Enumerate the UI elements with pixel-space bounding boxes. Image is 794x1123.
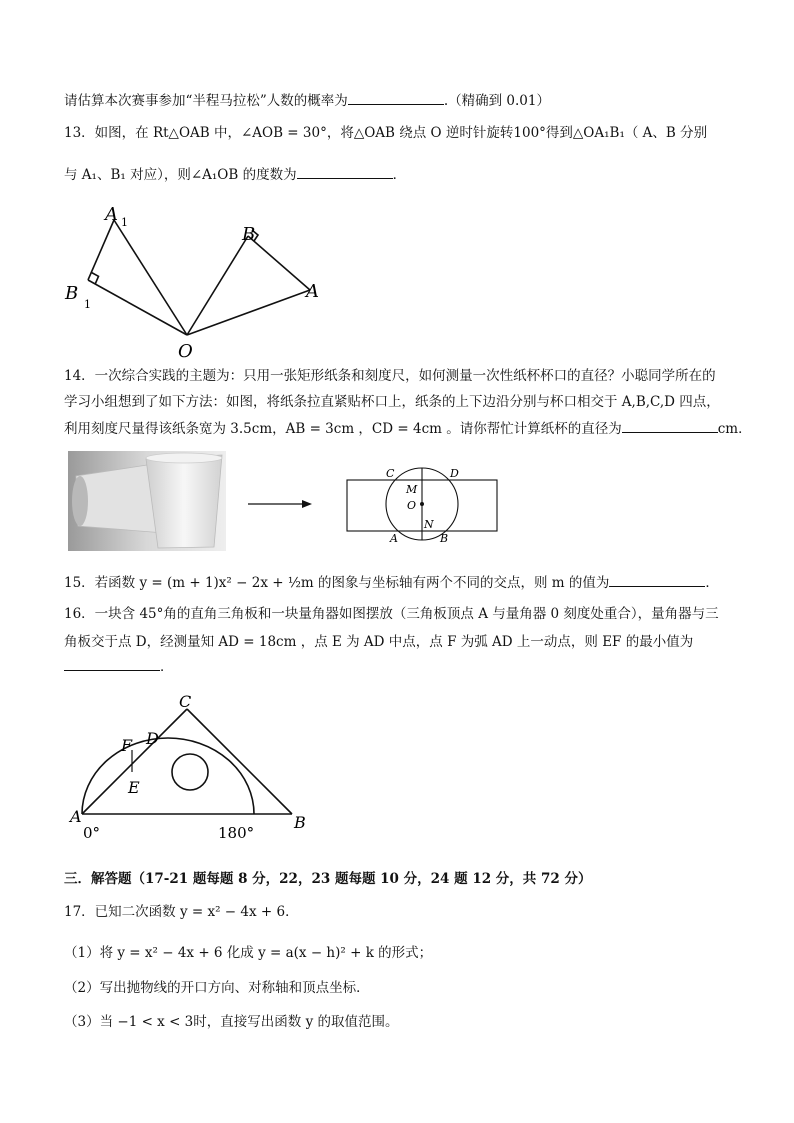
label-E: E [128, 778, 140, 797]
label-zero-degree: 0° [83, 824, 101, 842]
q15-text-before: 15．若函数 y = (m + 1)x² − 2x + ½m 的图象与坐标轴有两个不同的交点，则 m 的值为 [64, 575, 610, 591]
q12-text-before: 请估算本次赛事参加“半程马拉松”人数的概率为 [64, 93, 348, 109]
label-B: B [294, 813, 306, 832]
lying-cup-mouth [72, 476, 88, 526]
label-A: A [390, 532, 398, 545]
q14-text-after: cm． [717, 421, 752, 437]
standing-cup-rim [146, 453, 222, 463]
label-O: O [178, 341, 193, 362]
label-O: O [407, 499, 417, 512]
label-A1: A [105, 204, 118, 225]
segment-CB [187, 709, 292, 814]
q16-answer-blank[interactable] [64, 656, 160, 671]
label-N: N [424, 518, 434, 531]
section-3-title: 三．解答题（17-21 题每题 8 分，22，23 题每题 10 分，24 题 12 分，共 72 分） [64, 871, 592, 887]
label-M: M [406, 483, 418, 496]
label-B: B [440, 532, 449, 545]
segment-B1O [88, 280, 187, 335]
q15-text-after: ． [705, 575, 719, 591]
q12-answer-line [64, 90, 550, 111]
q17-part-1: （1）将 y = x² − 4x + 6 化成 y = a(x − h)² + k 的形式； [64, 945, 433, 961]
q14-figure [340, 462, 510, 550]
q16-line-1: 16．一块含 45°角的直角三角板和一块量角器如图摆放（三角板顶点 A 与量角器 0 刻度处重合），量角器与三 [64, 606, 719, 622]
q16-text-after: ． [160, 659, 174, 675]
q16-line-2: 角板交于点 D，经测量知 AD = 18cm ，点 E 为 AD 中点，点 F 为弧 AD 上一动点，则 EF 的最小值为 [64, 634, 694, 650]
right-arrow-icon [244, 496, 316, 512]
q14-line-3 [64, 418, 752, 439]
label-B1: B [65, 283, 79, 304]
q13-answer-blank[interactable] [297, 164, 393, 179]
q12-answer-blank[interactable] [348, 90, 444, 105]
segment-AO [187, 290, 310, 335]
paper-cup-photo [68, 451, 226, 551]
q16-line-3 [64, 656, 174, 677]
label-C: C [179, 692, 192, 711]
q13-line-1: 13．如图，在 Rt△OAB 中，∠AOB = 30°，将△OAB 绕点 O 逆时针旋转100°得到△OA₁B₁（ A、B 分别 [64, 125, 708, 141]
q13-line-2 [64, 164, 406, 185]
segment-AC [82, 709, 187, 814]
label-D: D [450, 467, 459, 480]
label-A: A [306, 281, 319, 302]
label-F: F [121, 736, 133, 755]
q17-stem: 17．已知二次函数 y = x² − 4x + 6． [64, 904, 299, 920]
label-180-degree: 180° [218, 824, 255, 842]
q17-part-2: （2）写出抛物线的开口方向、对称轴和顶点坐标． [64, 980, 370, 996]
q13-figure [60, 198, 340, 363]
segment-BA [248, 236, 310, 290]
label-A1-subscript: 1 [121, 216, 128, 229]
label-A: A [70, 807, 82, 826]
q14-text-before: 利用刻度尺量得该纸条宽为 3.5cm，AB = 3cm ，CD = 4cm 。请你帮忙计算纸杯的直径为 [64, 421, 622, 437]
q14-answer-blank[interactable] [622, 418, 718, 433]
protractor-hole [172, 754, 208, 790]
standing-cup [146, 455, 222, 548]
q14-line-1: 14．一次综合实践的主题为：只用一张矩形纸条和刻度尺，如何测量一次性纸杯杯口的直径？小聪同学所在的 [64, 368, 716, 384]
q14-line-2: 学习小组想到了如下方法：如图，将纸条拉直紧贴杯口上，纸条的上下边沿分别与杯口相交于 A,B,C,D 四点， [64, 394, 720, 410]
q16-figure [66, 692, 326, 847]
segment-A1B1 [88, 220, 114, 280]
q13-text-after: ． [392, 167, 407, 183]
center-point-O [420, 502, 424, 506]
label-D: D [146, 729, 159, 748]
q15-line [64, 572, 719, 593]
label-C: C [386, 467, 395, 480]
q17-part-3: （3）当 −1 < x < 3时，直接写出函数 y 的取值范围。 [64, 1014, 399, 1030]
segment-OA1 [114, 220, 187, 335]
segment-OB [187, 236, 248, 335]
q15-answer-blank[interactable] [609, 572, 705, 587]
label-B: B [242, 224, 256, 245]
label-B1-subscript: 1 [84, 298, 91, 311]
q13-text-before: 与 A₁、B₁ 对应），则∠A₁OB 的度数为 [64, 167, 297, 183]
q12-text-after: .（精确到 0.01） [443, 93, 550, 109]
